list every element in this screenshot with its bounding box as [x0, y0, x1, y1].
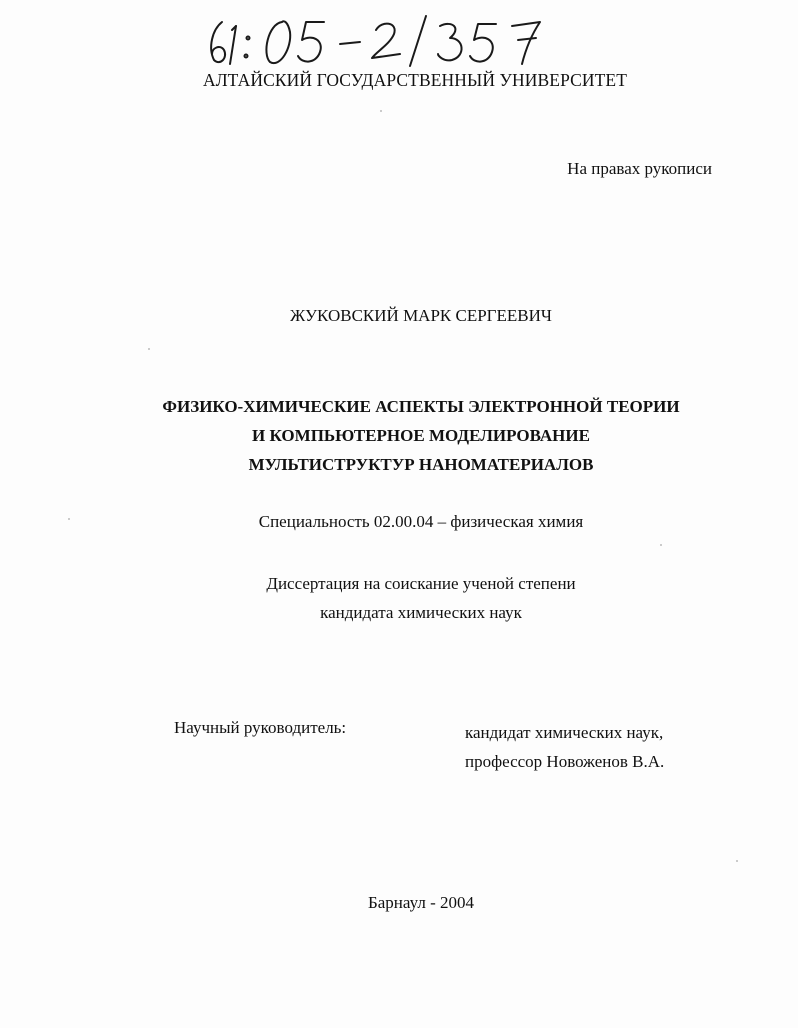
author-name: ЖУКОВСКИЙ МАРК СЕРГЕЕВИЧ: [290, 306, 552, 325]
university-name: АЛТАЙСКИЙ ГОСУДАРСТВЕННЫЙ УНИВЕРСИТЕТ: [202, 70, 628, 90]
supervisor-line: кандидат химических наук,: [465, 723, 664, 742]
specialty: Специальность 02.00.04 – физическая химия: [258, 512, 584, 531]
scan-speck: [68, 518, 70, 520]
degree-line: Диссертация на соискание ученой степени: [266, 574, 576, 593]
supervisor-label: Научный руководитель:: [174, 718, 347, 737]
title-line: МУЛЬТИСТРУКТУР НАНОМАТЕРИАЛОВ: [248, 455, 594, 474]
supervisor-details: [465, 718, 664, 776]
city-year: Барнаул - 2004: [368, 893, 474, 912]
supervisor-line: профессор Новоженов В.А.: [465, 752, 665, 771]
degree-statement: [22, 569, 798, 627]
rights-note: На правах рукописи: [567, 159, 712, 178]
title-line: И КОМПЬЮТЕРНОЕ МОДЕЛИРОВАНИЕ: [252, 426, 590, 445]
dissertation-title: [22, 392, 798, 479]
title-line: ФИЗИКО-ХИМИЧЕСКИЕ АСПЕКТЫ ЭЛЕКТРОННОЙ ТЕОРИИ: [162, 397, 680, 416]
degree-line: кандидата химических наук: [320, 603, 522, 622]
scan-speck: [736, 860, 738, 862]
scan-speck: [660, 544, 662, 546]
scan-speck: [148, 348, 150, 350]
handwritten-catalog-number: [200, 8, 560, 68]
scan-speck: [380, 110, 382, 112]
